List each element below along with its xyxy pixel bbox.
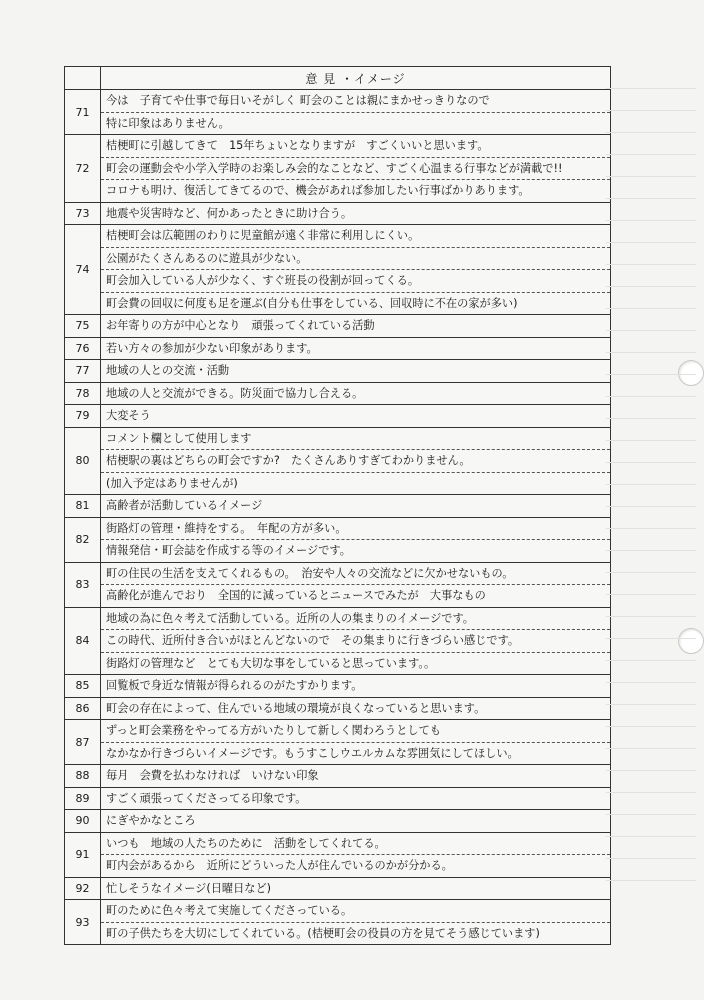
row-number: 88 [65, 765, 101, 788]
table-row [65, 90, 611, 135]
row-number: 76 [65, 337, 101, 360]
opinion-line: 地震や災害時など、何かあったときに助け合う。 [106, 206, 353, 220]
row-number: 83 [65, 562, 101, 607]
opinion-line: 地域の為に色々考えて活動している。近所の人の集まりのイメージです。 [106, 611, 474, 625]
opinion-cell [101, 405, 611, 428]
bleed-through-line [606, 528, 696, 529]
row-number: 84 [65, 607, 101, 675]
bleed-through-line [606, 264, 696, 265]
bleed-through-line [606, 550, 696, 551]
table-row [65, 315, 611, 338]
table-row [65, 405, 611, 428]
opinion-cell [101, 315, 611, 338]
opinion-cell [101, 495, 611, 518]
bleed-through-line [606, 814, 696, 815]
table-row [65, 337, 611, 360]
opinion-cell [101, 360, 611, 383]
opinion-line: 公園がたくさんあるのに遊具が少ない。 [101, 247, 610, 270]
opinion-cell [101, 202, 611, 225]
table-row [65, 607, 611, 675]
table-row [65, 697, 611, 720]
opinion-line: 町会の存在によって、住んでいる地域の環境が良くなっていると思います。 [106, 701, 486, 715]
opinion-line: お年寄りの方が中心となり 頑張ってくれている活動 [106, 319, 375, 332]
row-number: 87 [65, 720, 101, 765]
opinion-line: 地域の人との交流・活動 [106, 364, 230, 377]
row-number: 89 [65, 787, 101, 810]
row-number: 93 [65, 900, 101, 945]
opinion-line: 大変そう [106, 409, 151, 422]
bleed-through-line [606, 484, 696, 485]
opinion-line: 高齢化が進んでおり 全国的に減っているとニュースでみたが 大事なもの [101, 584, 610, 607]
bleed-through-line [606, 748, 696, 749]
number-column-header [65, 67, 101, 90]
bleed-through-line [606, 132, 696, 133]
opinion-line: 桔梗町に引越してきて 15年ちょいとなりますが すごくいいと思います。 [106, 139, 489, 152]
bleed-through-line [606, 726, 696, 727]
table-row [65, 135, 611, 203]
bleed-through-line [606, 770, 696, 771]
opinion-line: 町会の運動会や小学入学時のお楽しみ会的なことなど、すごく心温まる行事などが満載で!! [101, 157, 610, 180]
table-row [65, 517, 611, 562]
opinion-cell [101, 225, 611, 315]
table-row [65, 562, 611, 607]
bleed-through-line [606, 154, 696, 155]
opinion-line: ずっと町会業務をやってる方がいたりして新しく関わろうとしても [106, 724, 441, 737]
row-number: 79 [65, 405, 101, 428]
row-number: 71 [65, 90, 101, 135]
opinion-line: にぎやかなところ [106, 814, 196, 827]
opinion-cell [101, 900, 611, 945]
opinion-line: いつも 地域の人たちのために 活動をしてくれてる。 [106, 836, 386, 850]
table-row [65, 360, 611, 383]
bleed-through-table [606, 66, 697, 886]
opinion-cell [101, 382, 611, 405]
table-row [65, 675, 611, 698]
opinion-column-header: 意 見 ・イメージ [101, 67, 611, 90]
punch-hole-bottom [678, 628, 704, 654]
opinion-line: 町のために色々考えて実施してくださっている。 [106, 904, 353, 917]
opinion-line: 忙しそうなイメージ(日曜日など) [106, 881, 272, 895]
opinion-line: 町内会があるから 近所にどういった人が住んでいるのかが分かる。 [101, 854, 610, 877]
bleed-through-line [606, 572, 696, 573]
opinion-line: 桔梗町会は広範囲のわりに児童館が遠く非常に利用しにくい。 [106, 229, 420, 242]
bleed-through-line [606, 440, 696, 441]
opinion-line: 町の子供たちを大切にしてくれている。(桔梗町会の役員の方を見てそう感じています) [101, 922, 610, 945]
bleed-through-line [606, 352, 696, 353]
opinion-line: 今は 子育てや仕事で毎日いそがしく 町会のことは親にまかせっきりなので [106, 94, 490, 107]
opinion-line: 特に印象はありません。 [101, 112, 610, 135]
table-row [65, 495, 611, 518]
table-body [65, 90, 611, 945]
row-number: 75 [65, 315, 101, 338]
opinion-table [64, 66, 611, 945]
row-number: 80 [65, 427, 101, 495]
bleed-through-line [606, 396, 696, 397]
bleed-through-line [606, 330, 696, 331]
opinion-cell [101, 787, 611, 810]
opinion-cell [101, 720, 611, 765]
bleed-through-line [606, 462, 696, 463]
opinion-cell [101, 562, 611, 607]
bleed-through-line [606, 374, 696, 375]
bleed-through-line [606, 616, 696, 617]
opinion-line: 町の住民の生活を支えてくれるもの。 治安や人々の交流などに欠かせないもの。 [106, 566, 514, 580]
bleed-through-line [606, 418, 696, 419]
opinion-line: なかなか行きづらいイメージです。もうすこしウエルカムな雰囲気にしてほしい。 [101, 742, 610, 765]
table-row [65, 427, 611, 495]
bleed-through-line [606, 638, 696, 639]
bleed-through-line [606, 220, 696, 221]
row-number: 74 [65, 225, 101, 315]
row-number: 77 [65, 360, 101, 383]
bleed-through-line [606, 198, 696, 199]
row-number: 82 [65, 517, 101, 562]
bleed-through-line [606, 88, 696, 89]
bleed-through-line [606, 242, 696, 243]
opinion-cell [101, 135, 611, 203]
opinion-cell [101, 675, 611, 698]
table-row [65, 765, 611, 788]
opinion-cell [101, 517, 611, 562]
opinion-line: 町会加入している人が少なく、すぐ班長の役割が回ってくる。 [101, 269, 610, 292]
opinion-cell [101, 337, 611, 360]
opinion-line: 毎月 会費を払わなければ いけない印象 [106, 769, 319, 782]
row-number: 90 [65, 810, 101, 833]
table-row [65, 832, 611, 877]
bleed-through-line [606, 594, 696, 595]
opinion-line: この時代、近所付き合いがほとんどないので その集まりに行きづらい感じです。 [101, 629, 610, 652]
bleed-through-line [606, 792, 696, 793]
bleed-through-line [606, 880, 696, 881]
table-row [65, 900, 611, 945]
opinion-line: 街路灯の管理・維持をする。 年配の方が多い。 [106, 521, 347, 535]
bleed-through-line [606, 682, 696, 683]
opinion-cell [101, 697, 611, 720]
opinion-line: コロナも明け、復活してきてるので、機会があれば参加したい行事ばかりあります。 [101, 179, 610, 202]
row-number: 73 [65, 202, 101, 225]
opinion-line: 高齢者が活動しているイメージ [106, 499, 263, 512]
punch-hole-top [678, 360, 704, 386]
bleed-through-line [606, 858, 696, 859]
opinion-line: すごく頑張ってくださってる印象です。 [106, 791, 307, 805]
table-row [65, 202, 611, 225]
bleed-through-line [606, 308, 696, 309]
row-number: 91 [65, 832, 101, 877]
opinion-cell [101, 607, 611, 675]
table-row [65, 787, 611, 810]
opinion-cell [101, 877, 611, 900]
opinion-line: 地域の人と交流ができる。防災面で協力し合える。 [106, 386, 364, 400]
table-row [65, 382, 611, 405]
row-number: 86 [65, 697, 101, 720]
table-row [65, 810, 611, 833]
opinion-line: コメント欄として使用します [106, 431, 252, 445]
bleed-through-line [606, 704, 696, 705]
opinion-cell [101, 810, 611, 833]
table-row [65, 720, 611, 765]
row-number: 81 [65, 495, 101, 518]
bleed-through-line [606, 506, 696, 507]
row-number: 85 [65, 675, 101, 698]
opinion-cell [101, 832, 611, 877]
bleed-through-line [606, 176, 696, 177]
opinion-line: 桔梗駅の裏はどちらの町会ですか? たくさんありすぎてわかりません。 [101, 449, 610, 472]
opinion-cell [101, 765, 611, 788]
opinion-line: 情報発信・町会誌を作成する等のイメージです。 [101, 539, 610, 562]
opinion-line: 街路灯の管理など とても大切な事をしていると思っています。。 [101, 652, 610, 675]
opinion-line: 町会費の回収に何度も足を運ぶ(自分も仕事をしている、回収時に不在の家が多い) [101, 292, 610, 315]
opinion-line: 回覧板で身近な情報が得られるのがたすかります。 [106, 679, 363, 692]
bleed-through-line [606, 286, 696, 287]
row-number: 92 [65, 877, 101, 900]
opinion-cell [101, 90, 611, 135]
table-row [65, 877, 611, 900]
row-number: 78 [65, 382, 101, 405]
bleed-through-line [606, 660, 696, 661]
bleed-through-line [606, 110, 696, 111]
row-number: 72 [65, 135, 101, 203]
table-header-row [65, 67, 611, 90]
bleed-through-line [606, 836, 696, 837]
opinion-line: (加入予定はありませんが) [101, 472, 610, 495]
table-row [65, 225, 611, 315]
opinion-cell [101, 427, 611, 495]
opinion-line: 若い方々の参加が少ない印象があります。 [106, 341, 318, 355]
